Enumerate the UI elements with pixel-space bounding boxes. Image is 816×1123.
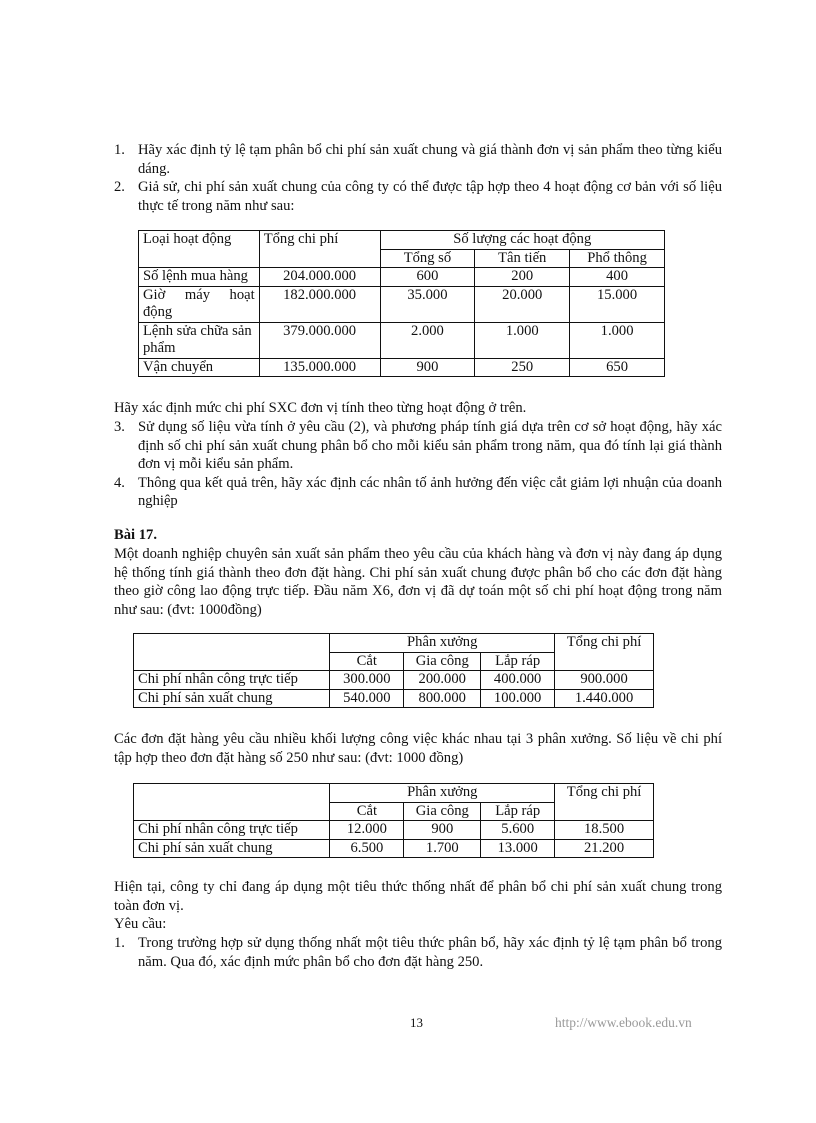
table-row: Chi phí sản xuất chung 6.500 1.700 13.000 21.200 bbox=[134, 839, 654, 858]
order-intro: Các đơn đặt hàng yêu cầu nhiều khối lượng công việc khác nhau tại 3 phân xưởng. Số liệu về chi phí tập hợp theo đơn đặt hàng số 250 như sau: (đvt: 1000 đồng) bbox=[114, 731, 722, 766]
header-cut: Cắt bbox=[330, 802, 404, 821]
header-common: Phổ thông bbox=[570, 249, 665, 268]
header-total-cost: Tổng chi phí bbox=[259, 231, 380, 268]
exercise-intro: Một doanh nghiệp chuyên sản xuất sản phẩm theo yêu cầu của khách hàng và đơn vị này đang áp dụng hệ thống tính giá thành theo đơn đặt hàng. Chi phí sản xuất chung được phân bổ cho các đơn đặt hàng theo giờ công lao động trực tiếp. Đầu năm X6, đơn vị đã dự toán một số chi phí hoạt động trong năm như sau: (đvt: 1000đồng) bbox=[114, 546, 722, 618]
header-modern: Tân tiến bbox=[475, 249, 570, 268]
table-row: Vận chuyển 135.000.000 900 250 650 bbox=[139, 358, 665, 377]
budget-table bbox=[133, 633, 654, 708]
table-row: Lệnh sửa chữa sản phẩm 379.000.000 2.000 1.000 1.000 bbox=[139, 322, 665, 358]
question-list-mid bbox=[114, 418, 722, 511]
header-process: Gia công bbox=[404, 802, 481, 821]
table-row: Giờ máy hoạt động 182.000.000 35.000 20.000 15.000 bbox=[139, 286, 665, 322]
table-row: Chi phí sản xuất chung 540.000 800.000 100.000 1.440.000 bbox=[134, 689, 654, 708]
table-row: Chi phí nhân công trực tiếp 12.000 900 5.600 18.500 bbox=[134, 821, 654, 840]
after-table-text: Hãy xác định mức chi phí SXC đơn vị tính theo từng hoạt động ở trên. bbox=[114, 400, 527, 416]
list-item: 1. Trong trường hợp sử dụng thống nhất một tiêu thức phân bổ, hãy xác định tỷ lệ tạm phân bổ trong năm. Qua đó, xác định mức phân bổ cho đơn đặt hàng 250. bbox=[114, 935, 722, 970]
header-assemble: Lắp ráp bbox=[481, 652, 555, 671]
header-total: Tổng chi phí bbox=[555, 634, 654, 671]
header-activity: Loại hoạt động bbox=[139, 231, 260, 268]
footer-url[interactable]: http://www.ebook.edu.vn bbox=[555, 1015, 692, 1030]
order-table bbox=[133, 783, 654, 858]
list-item: 2. Giả sử, chi phí sản xuất chung của công ty có thể được tập hợp theo 4 hoạt động cơ bản với số liệu thực tế trong năm như sau: bbox=[114, 179, 722, 214]
header-workshop: Phân xưởng bbox=[330, 784, 555, 803]
table-row: Số lệnh mua hàng 204.000.000 600 200 400 bbox=[139, 268, 665, 287]
list-item: 1. Hãy xác định tỷ lệ tạm phân bổ chi phí sản xuất chung và giá thành đơn vị sản phẩm theo từng kiểu dáng. bbox=[114, 142, 722, 177]
header-process: Gia công bbox=[404, 652, 481, 671]
list-item: 4. Thông qua kết quả trên, hãy xác định các nhân tố ảnh hưởng đến việc cắt giảm lợi nhuận của doanh nghiệp bbox=[114, 474, 722, 510]
header-cut: Cắt bbox=[330, 652, 404, 671]
table-row: Chi phí nhân công trực tiếp 300.000 200.000 400.000 900.000 bbox=[134, 671, 654, 690]
question-list-top bbox=[114, 141, 722, 215]
header-total: Tổng chi phí bbox=[555, 784, 654, 821]
page-number: 13 bbox=[410, 1015, 423, 1030]
exercise-title: Bài 17. bbox=[114, 527, 157, 543]
question-list-end bbox=[114, 934, 722, 971]
requirement-label: Yêu cầu: bbox=[114, 916, 167, 932]
header-total: Tổng số bbox=[380, 249, 475, 268]
list-item: 3. Sử dụng số liệu vừa tính ở yêu cầu (2), và phương pháp tính giá dựa trên cơ sở hoạt động, hãy xác định số chi phí sản xuất chung phân bổ cho mỗi kiểu sản phẩm trong năm, qua đó tính lại giá thành đơn vị mỗi kiểu sản phẩm. bbox=[114, 419, 722, 473]
header-workshop: Phân xưởng bbox=[330, 634, 555, 653]
activity-table bbox=[138, 230, 665, 377]
current-text: Hiện tại, công ty chỉ đang áp dụng một tiêu thức thống nhất để phân bổ chi phí sản xuất chung trong toàn đơn vị. bbox=[114, 879, 722, 914]
header-qty-group: Số lượng các hoạt động bbox=[380, 231, 664, 250]
header-assemble: Lắp ráp bbox=[481, 802, 555, 821]
